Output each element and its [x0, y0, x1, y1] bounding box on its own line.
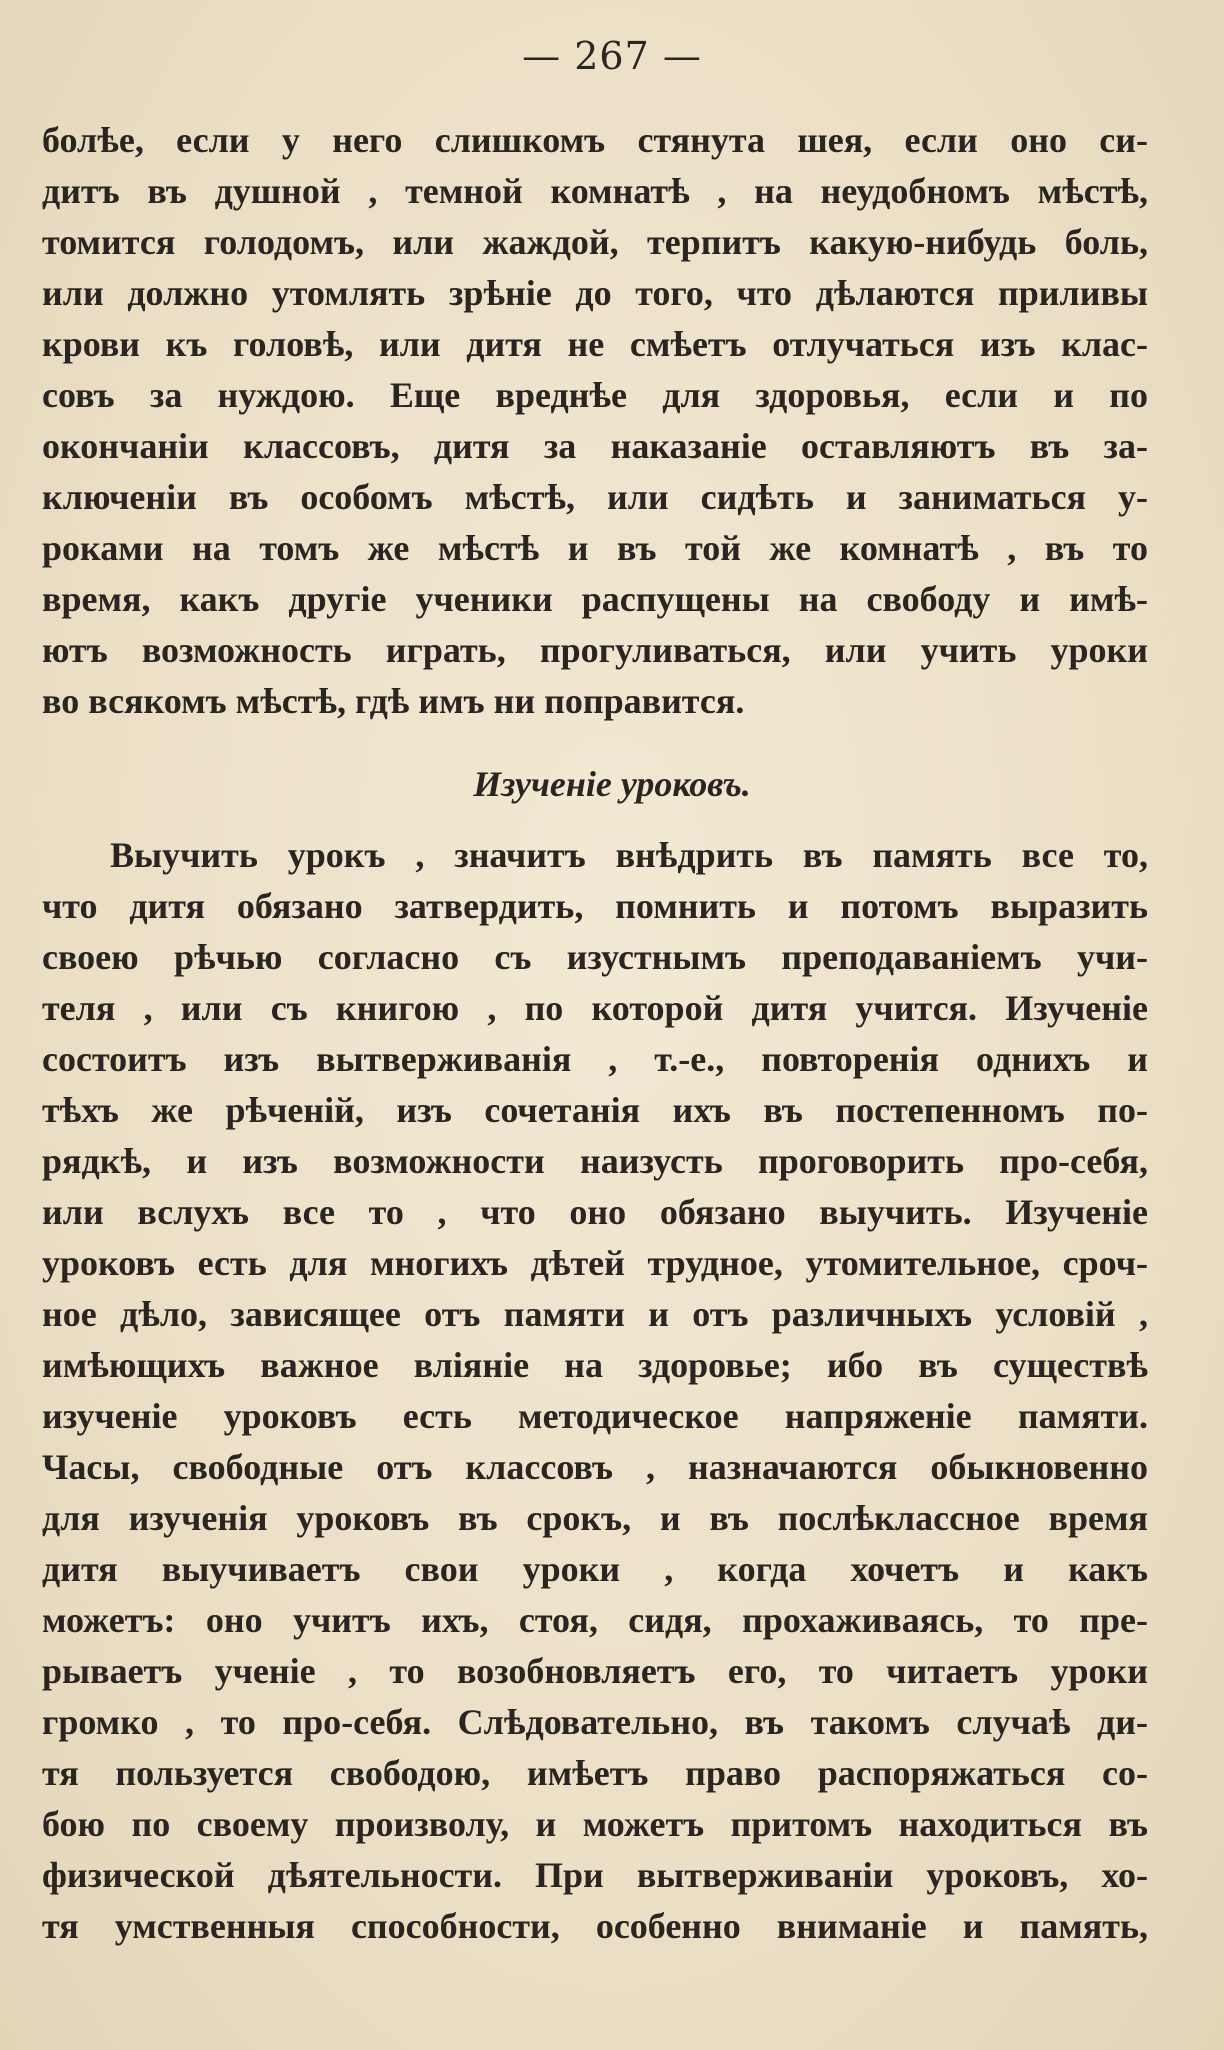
text-line: можетъ: оно учитъ ихъ, стоя, сидя, прохаживаясь, то пре- — [42, 1600, 1148, 1640]
text-line: рываетъ ученіе , то возобновляетъ его, то читаетъ уроки — [42, 1651, 1148, 1691]
text-line: Часы, свободные отъ классовъ , назначаются обыкновенно — [42, 1447, 1148, 1487]
text-line: уроковъ есть для многихъ дѣтей трудное, утомительное, сроч- — [42, 1243, 1148, 1283]
text-line: или вслухъ все то , что оно обязано выучить. Изученіе — [42, 1192, 1148, 1232]
text-line: тѣхъ же рѣченій, изъ сочетанія ихъ въ постепенномъ по- — [42, 1090, 1148, 1130]
text-line: роками на томъ же мѣстѣ и въ той же комнатѣ , въ то — [42, 528, 1148, 568]
text-line: теля , или съ книгою , по которой дитя учится. Изученіе — [42, 988, 1148, 1028]
text-line: имѣющихъ важное вліяніе на здоровье; ибо въ существѣ — [42, 1345, 1148, 1385]
page-number: — 267 — — [522, 34, 702, 78]
text-line: окончаніи классовъ, дитя за наказаніе оставляютъ въ за- — [42, 426, 1148, 466]
text-line: крови къ головѣ, или дитя не смѣетъ отлучаться изъ клас- — [42, 324, 1148, 364]
text-line: физической дѣятельности. При вытверживаніи уроковъ, хо- — [42, 1855, 1148, 1895]
text-line: ключеніи въ особомъ мѣстѣ, или сидѣть и заниматься у- — [42, 477, 1148, 517]
text-line: что дитя обязано затвердить, помнить и потомъ выразить — [42, 886, 1148, 926]
text-line: своею рѣчью согласно съ изустнымъ преподаваніемъ учи- — [42, 937, 1148, 977]
text-line: изученіе уроковъ есть методическое напряженіе памяти. — [42, 1396, 1148, 1436]
text-line: томится голодомъ, или жаждой, терпитъ какую-нибудь боль, — [42, 222, 1148, 262]
text-line: состоитъ изъ вытверживанія , т.-е., повторенія однихъ и — [42, 1039, 1148, 1079]
text-line: тя пользуется свободою, имѣетъ право распоряжаться со- — [42, 1753, 1148, 1793]
text-line: тя умственныя способности, особенно вниманіе и память, — [42, 1906, 1148, 1946]
text-line: дитъ въ душной , темной комнатѣ , на неудобномъ мѣстѣ, — [42, 171, 1148, 211]
text-line: дитя выучиваетъ свои уроки , когда хочетъ и какъ — [42, 1549, 1148, 1589]
text-line: время, какъ другіе ученики распущены на свободу и имѣ- — [42, 579, 1148, 619]
text-line: рядкѣ, и изъ возможности наизусть проговорить про-себя, — [42, 1141, 1148, 1181]
text-line: громко , то про-себя. Слѣдовательно, въ такомъ случаѣ ди- — [42, 1702, 1148, 1742]
text-line: болѣе, если у него слишкомъ стянута шея, если оно си- — [42, 120, 1148, 160]
text-line: во всякомъ мѣстѣ, гдѣ имъ ни поправится. — [42, 681, 745, 721]
text-line: бою по своему произволу, и можетъ притомъ находиться въ — [42, 1804, 1148, 1844]
section-heading: Изученіе уроковъ. — [473, 764, 751, 804]
text-line: совъ за нуждою. Еще вреднѣе для здоровья, если и по — [42, 375, 1148, 415]
text-line: ное дѣло, зависящее отъ памяти и отъ различныхъ условій , — [42, 1294, 1148, 1334]
text-line: ютъ возможность играть, прогуливаться, или учить уроки — [42, 630, 1148, 670]
text-line: или должно утомлять зрѣніе до того, что дѣлаются приливы — [42, 273, 1148, 313]
text-line: для изученія уроковъ въ срокъ, и въ послѣклассное время — [42, 1498, 1148, 1538]
text-line: Выучить урокъ , значитъ внѣдрить въ память все то, — [110, 835, 1148, 875]
